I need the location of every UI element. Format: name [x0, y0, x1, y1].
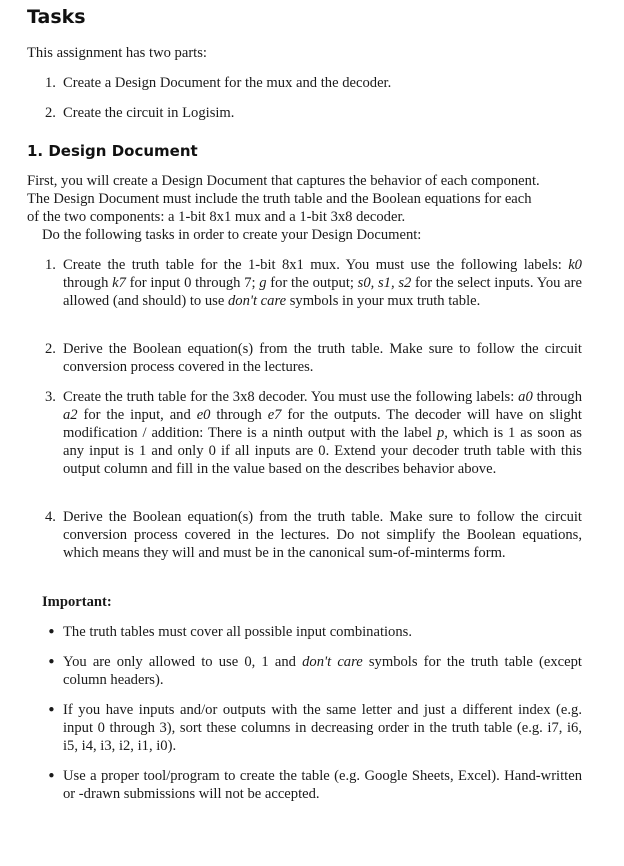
bullet-icon: • — [47, 623, 56, 641]
task-item: Derive the Boolean equation(s) from the truth table. Make sure to follow the circuit conversion process covered in the lectures. Do not simplify the Boolean equations, which means they will and must be in the canonical sum-of-minterms form. — [63, 509, 582, 561]
intro-text: This assignment has two parts: — [27, 45, 207, 61]
part-item: Create a Design Document for the mux and the decoder. — [63, 75, 392, 91]
bullet-icon: • — [47, 653, 56, 671]
tasks-lead: Do the following tasks in order to create your Design Document: — [42, 227, 422, 243]
task-item: Create the truth table for the 3x8 decoder. You must use the following labels: a0 through a2 for the input, and e0 through e7 for the outputs. The decoder will have on slight modification / addition: There is a ninth output with the label p, which is 1 as soon as any input is 1 and only 0 if all inputs are 0. Extend your decoder truth table with this output column and fill in the value based on the describes behavior above. — [63, 389, 582, 477]
bullet-icon: • — [47, 701, 56, 719]
important-item: If you have inputs and/or outputs with the same letter and just a different index (e.g. input 0 through 3), sort these columns in decreasing order in the truth table (e.g. i7, i6, i5, i4, i3, i2, i1, i0). — [63, 702, 582, 754]
part-number: 2. — [45, 105, 56, 121]
task-item: Derive the Boolean equation(s) from the truth table. Make sure to follow the circuit conversion process covered in the lectures. — [63, 341, 582, 375]
section-heading: 1. Design Document — [27, 142, 198, 160]
task-item: Create the truth table for the 1-bit 8x1 mux. You must use the following labels: k0 through k7 for input 0 through 7; g for the output; s0, s1, s2 for the select inputs. You are allowed (and should) to use don't care symbols in your mux truth table. — [63, 257, 582, 309]
important-item: The truth tables must cover all possible input combinations. — [63, 624, 412, 640]
task-number: 3. — [45, 389, 56, 405]
important-heading: Important: — [42, 594, 112, 610]
important-item: Use a proper tool/program to create the table (e.g. Google Sheets, Excel). Hand-written or -drawn submissions will not be accepted. — [63, 768, 582, 802]
task-number: 2. — [45, 341, 56, 357]
part-number: 1. — [45, 75, 56, 91]
page-title: Tasks — [27, 6, 86, 28]
section-paragraph: First, you will create a Design Document that captures the behavior of each component. The Design Document must include the truth table and the Boolean equations for each of the two components: a 1-bit 8x1 mux and a 1-bit 3x8 decoder. — [27, 173, 540, 225]
important-item: You are only allowed to use 0, 1 and don't care symbols for the truth table (except column headers). — [63, 654, 582, 688]
bullet-icon: • — [47, 767, 56, 785]
task-number: 4. — [45, 509, 56, 525]
part-item: Create the circuit in Logisim. — [63, 105, 235, 121]
task-number: 1. — [45, 257, 56, 273]
